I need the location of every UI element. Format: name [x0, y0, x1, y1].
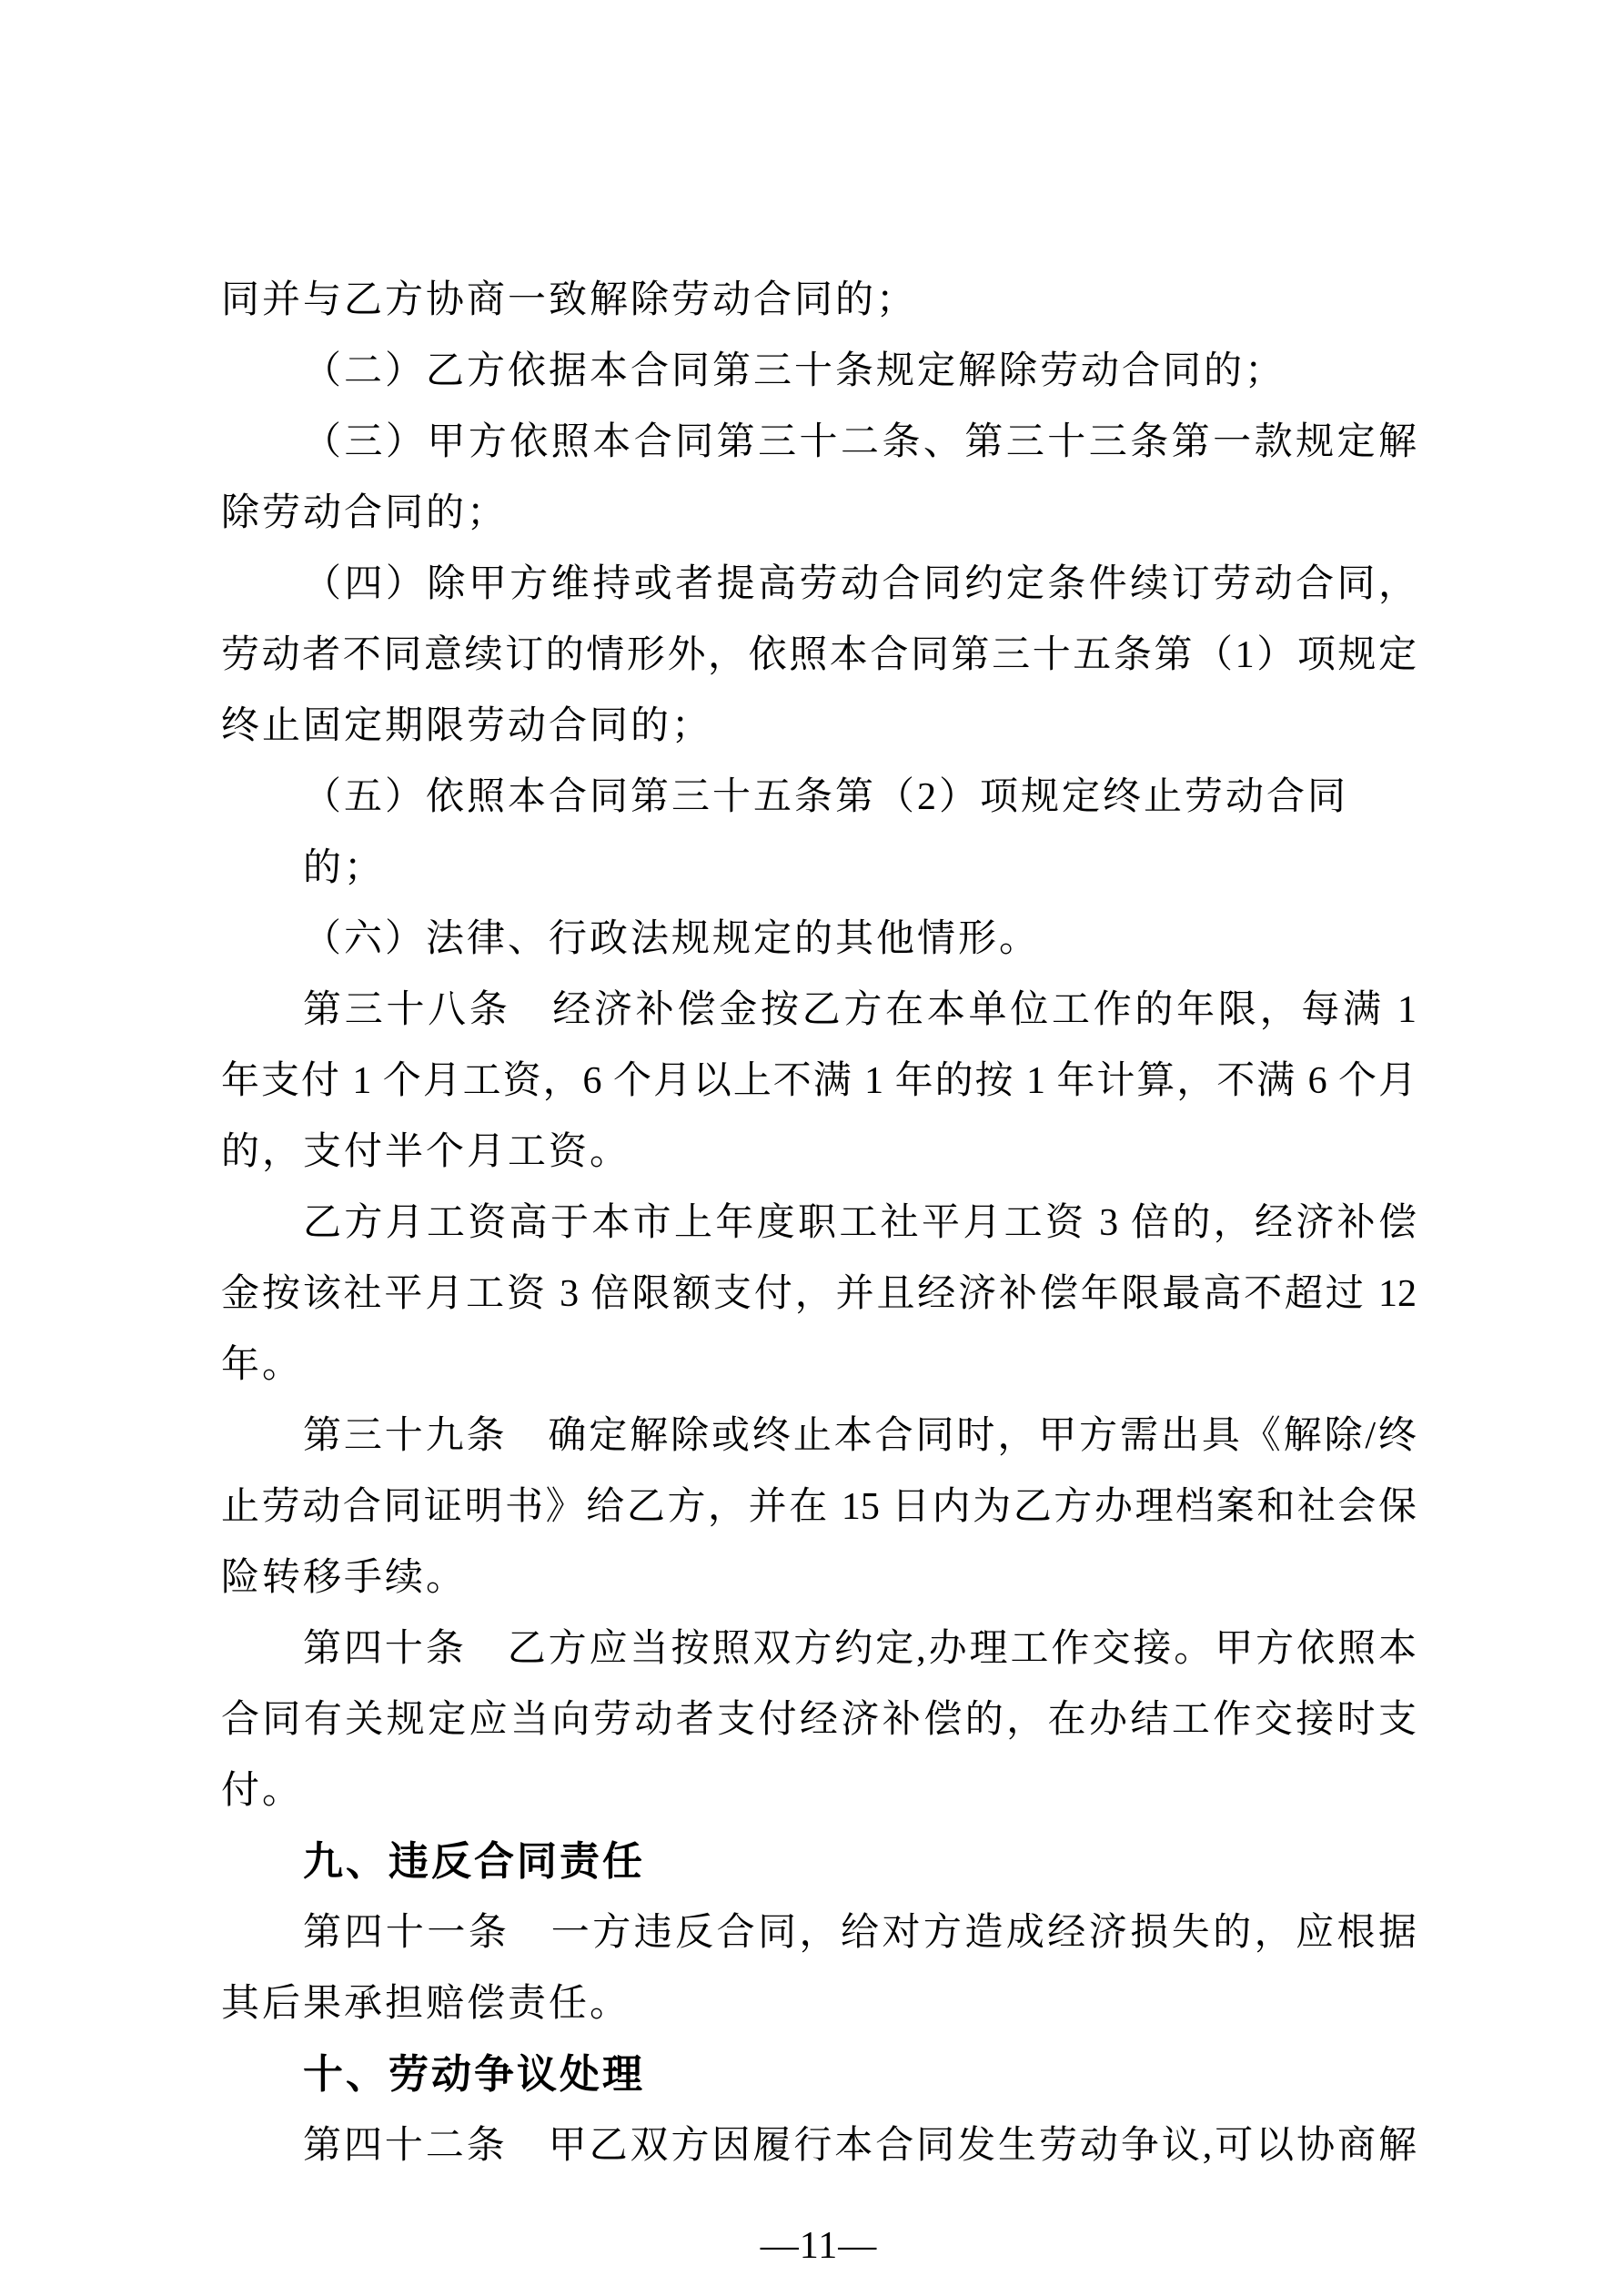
doc-line-26-article-42: 第四十二条 甲乙双方因履行本合同发生劳动争议,可以协商解	[303, 2125, 1417, 2167]
doc-line-12: 的，支付半个月工资。	[221, 1131, 631, 1173]
doc-line-18: 险转移手续。	[221, 1557, 468, 1599]
section-heading-9-breach-liability: 九、违反合同责任	[303, 1839, 645, 1884]
doc-line-10-article-38: 第三十八条 经济补偿金按乙方在本单位工作的年限，每满 1	[303, 989, 1417, 1031]
contract-text-block	[221, 265, 1417, 2269]
doc-line-13: 乙方月工资高于本市上年度职工社平月工资 3 倍的，经济补偿	[303, 1202, 1417, 1244]
section-heading-10-dispute-handling: 十、劳动争议处理	[303, 2052, 645, 2097]
doc-line-01: 同并与乙方协商一致解除劳动合同的；	[221, 279, 918, 321]
doc-line-04: 除劳动合同的；	[221, 492, 509, 534]
doc-line-06: 劳动者不同意续订的情形外，依照本合同第三十五条第（1）项规定	[221, 634, 1417, 676]
doc-line-07: 终止固定期限劳动合同的；	[221, 705, 713, 747]
doc-line-21: 付。	[221, 1770, 304, 1812]
doc-line-16-article-39: 第三十九条 确定解除或终止本合同时，甲方需出具《解除/终	[303, 1415, 1417, 1457]
doc-line-14: 金按该社平月工资 3 倍限额支付，并且经济补偿年限最高不超过 12	[221, 1273, 1417, 1315]
doc-line-24: 其后果承担赔偿责任。	[221, 1983, 631, 2025]
doc-line-19-article-40: 第四十条 乙方应当按照双方约定,办理工作交接。甲方依照本	[303, 1628, 1417, 1670]
doc-line-05-clause-item-4: （四）除甲方维持或者提高劳动合同约定条件续订劳动合同，	[303, 563, 1417, 605]
doc-line-02-clause-item-2: （二）乙方依据本合同第三十条规定解除劳动合同的；	[303, 350, 1286, 392]
doc-line-11: 年支付 1 个月工资，6 个月以上不满 1 年的按 1 年计算，不满 6 个月	[221, 1060, 1417, 1102]
page-number: —11—	[760, 2225, 878, 2267]
doc-line-15: 年。	[221, 1344, 304, 1386]
doc-line-08-clause-item-5: （五）依照本合同第三十五条第（2）项规定终止劳动合同的；	[303, 776, 1349, 889]
doc-line-03-clause-item-3: （三）甲方依照本合同第三十二条、第三十三条第一款规定解	[303, 421, 1417, 463]
doc-line-23-article-41: 第四十一条 一方违反合同，给对方造成经济损失的，应根据	[303, 1912, 1417, 1954]
doc-line-09-clause-item-6: （六）法律、行政法规规定的其他情形。	[303, 918, 1041, 960]
doc-line-20: 合同有关规定应当向劳动者支付经济补偿的，在办结工作交接时支	[221, 1699, 1417, 1741]
doc-line-17: 止劳动合同证明书》给乙方，并在 15 日内为乙方办理档案和社会保	[221, 1486, 1417, 1528]
